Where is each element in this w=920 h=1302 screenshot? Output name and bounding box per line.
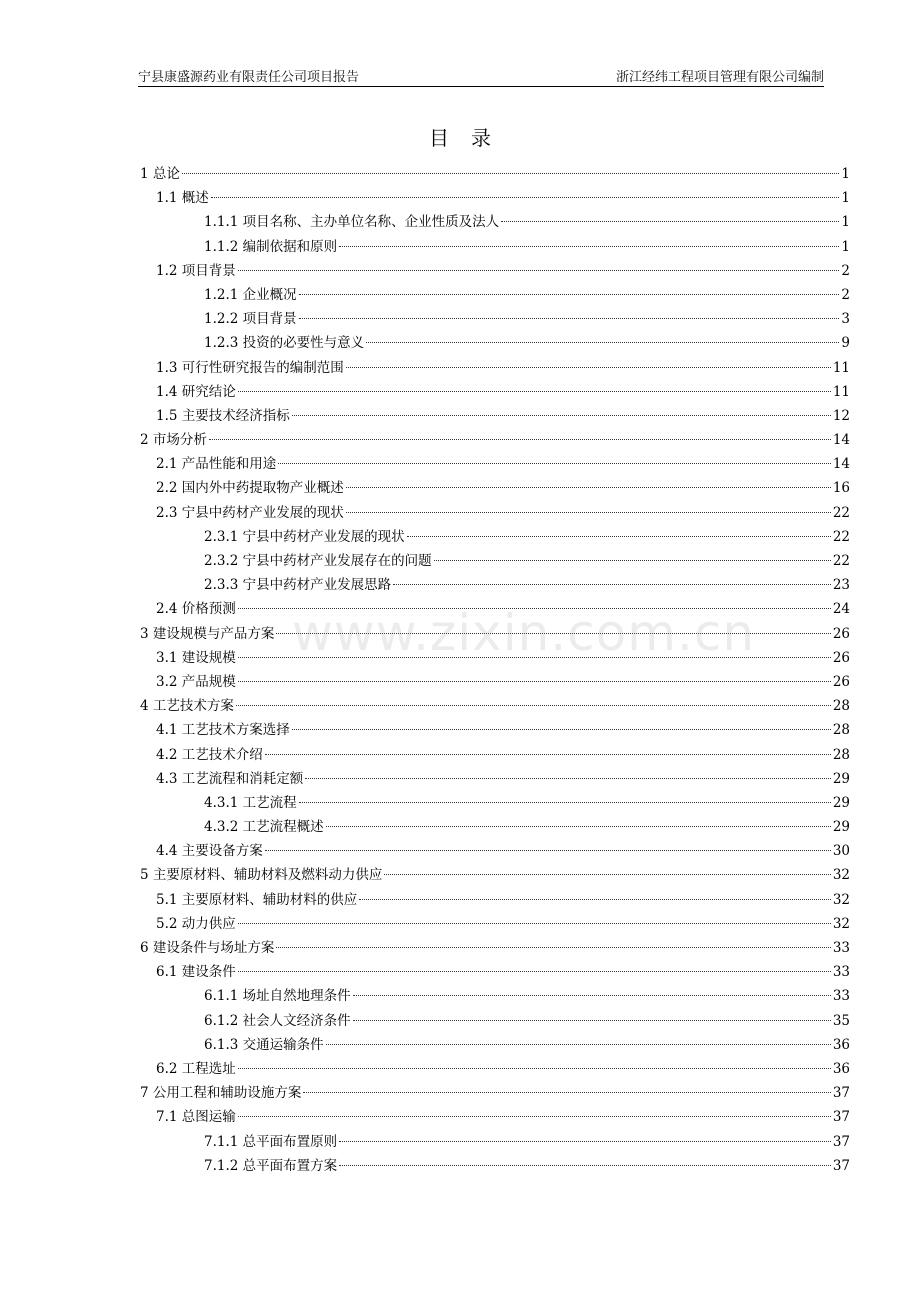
toc-entry-page-number: 28 (832, 722, 850, 739)
toc-entry[interactable] (140, 259, 850, 283)
toc-entry-label: 4.3.2 工艺流程概述 (204, 819, 324, 836)
toc-dot-leader (238, 1116, 831, 1117)
toc-entry-label: 5.1 主要原材料、辅助材料的供应 (156, 891, 358, 908)
toc-dot-leader (238, 681, 831, 682)
toc-entry[interactable] (140, 428, 850, 452)
toc-entry-label: 1.4 研究结论 (156, 383, 236, 400)
toc-entry-label: 7 公用工程和辅助设施方案 (140, 1085, 302, 1102)
header-left-text: 宁县康盛源药业有限责任公司项目报告 (138, 70, 360, 85)
toc-dot-leader (303, 1092, 830, 1093)
toc-entry[interactable] (140, 162, 850, 186)
toc-entry-page-number: 28 (832, 746, 850, 763)
toc-entry[interactable] (140, 1105, 850, 1129)
toc-dot-leader (339, 246, 839, 247)
toc-entry[interactable] (140, 791, 850, 815)
toc-dot-leader (238, 608, 831, 609)
toc-entry-page-number: 23 (832, 577, 850, 594)
toc-entry-page-number: 29 (832, 794, 850, 811)
toc-entry-label: 6.1.2 社会人文经济条件 (204, 1012, 351, 1029)
toc-entry-page-number: 36 (832, 1060, 850, 1077)
toc-entry-page-number: 22 (832, 528, 850, 545)
toc-dot-leader (211, 197, 840, 198)
toc-entry[interactable] (140, 380, 850, 404)
toc-entry[interactable] (140, 525, 850, 549)
toc-entry-page-number: 9 (841, 335, 850, 352)
toc-entry-page-number: 2 (841, 262, 850, 279)
toc-dot-leader (299, 318, 840, 319)
toc-entry[interactable] (140, 452, 850, 476)
toc-dot-leader (299, 802, 831, 803)
toc-entry[interactable] (140, 1130, 850, 1154)
toc-entry-label: 2.2 国内外中药提取物产业概述 (156, 480, 344, 497)
toc-entry[interactable] (140, 210, 850, 234)
toc-entry-page-number: 14 (832, 456, 850, 473)
toc-entry[interactable] (140, 1154, 850, 1178)
toc-entry[interactable] (140, 767, 850, 791)
toc-entry-label: 1.1.1 项目名称、主办单位名称、企业性质及法人 (204, 214, 500, 231)
toc-entry-page-number: 22 (832, 504, 850, 521)
toc-entry[interactable] (140, 646, 850, 670)
toc-entry-page-number: 33 (832, 964, 850, 981)
toc-entry-page-number: 1 (841, 190, 850, 207)
table-of-contents (140, 162, 850, 1178)
toc-dot-leader (292, 729, 831, 730)
toc-entry-label: 4.3.1 工艺流程 (204, 794, 297, 811)
toc-entry-page-number: 2 (841, 286, 850, 303)
toc-entry[interactable] (140, 549, 850, 573)
toc-entry-label: 1.1 概述 (156, 190, 209, 207)
toc-entry-page-number: 1 (841, 166, 850, 182)
toc-entry-label: 1 总论 (140, 166, 180, 182)
toc-dot-leader (238, 923, 831, 924)
toc-entry-label: 2.3.2 宁县中药材产业发展存在的问题 (204, 553, 432, 569)
toc-entry-page-number: 16 (832, 480, 850, 497)
toc-entry-page-number: 37 (832, 1085, 850, 1102)
toc-dot-leader (299, 294, 840, 295)
toc-entry-page-number: 26 (832, 649, 850, 666)
toc-entry-label: 2.3.1 宁县中药材产业发展的现状 (204, 528, 405, 545)
toc-entry[interactable] (140, 186, 850, 210)
toc-dot-leader (276, 947, 830, 948)
toc-entry-label: 1.5 主要技术经济指标 (156, 407, 290, 424)
toc-entry-label: 3.1 建设规模 (156, 649, 236, 666)
toc-entry[interactable] (140, 404, 850, 428)
toc-dot-leader (292, 415, 831, 416)
toc-dot-leader (238, 971, 831, 972)
toc-entry-label: 2.3.3 宁县中药材产业发展思路 (204, 577, 392, 594)
toc-entry[interactable] (140, 670, 850, 694)
toc-entry[interactable] (140, 1009, 850, 1033)
toc-entry-page-number: 35 (832, 1012, 850, 1029)
toc-entry-page-number: 3 (841, 311, 850, 328)
toc-entry-label: 1.2.3 投资的必要性与意义 (204, 335, 365, 352)
toc-dot-leader (353, 995, 831, 996)
toc-dot-leader (238, 657, 831, 658)
toc-dot-leader (359, 899, 831, 900)
toc-entry-label: 2 市场分析 (140, 432, 207, 449)
toc-entry[interactable] (140, 283, 850, 307)
toc-entry-page-number: 30 (832, 843, 850, 860)
toc-entry-page-number: 24 (832, 601, 850, 618)
toc-entry-page-number: 1 (841, 238, 850, 255)
toc-dot-leader (238, 1068, 831, 1069)
toc-entry[interactable] (140, 984, 850, 1008)
toc-entry-label: 4.4 主要设备方案 (156, 843, 263, 860)
toc-entry[interactable] (140, 501, 850, 525)
toc-entry-label: 1.2.1 企业概况 (204, 286, 297, 303)
toc-entry[interactable] (140, 839, 850, 863)
toc-entry-label: 6.1.3 交通运输条件 (204, 1036, 324, 1053)
toc-entry-page-number: 37 (832, 1133, 850, 1150)
toc-entry[interactable] (140, 1033, 850, 1057)
toc-dot-leader (265, 850, 831, 851)
toc-dot-leader (278, 463, 831, 464)
toc-entry[interactable] (140, 597, 850, 621)
toc-entry-label: 4.3 工艺流程和消耗定额 (156, 770, 304, 787)
toc-entry-page-number: 32 (832, 891, 850, 908)
toc-entry[interactable] (140, 694, 850, 718)
toc-entry-page-number: 36 (832, 1036, 850, 1053)
toc-dot-leader (346, 487, 831, 488)
toc-dot-leader (305, 778, 831, 779)
toc-dot-leader (326, 826, 831, 827)
toc-entry-page-number: 28 (832, 698, 850, 715)
toc-dot-leader (236, 705, 831, 706)
toc-entry[interactable] (140, 307, 850, 331)
toc-dot-leader (346, 512, 831, 513)
toc-entry-label: 1.1.2 编制依据和原则 (204, 238, 338, 255)
toc-entry-label: 2.4 价格预测 (156, 601, 236, 618)
toc-entry-page-number: 32 (832, 915, 850, 932)
toc-entry-label: 4.2 工艺技术介绍 (156, 746, 263, 763)
toc-entry[interactable] (140, 743, 850, 767)
toc-entry-label: 2.1 产品性能和用途 (156, 456, 277, 473)
toc-dot-leader (238, 270, 840, 271)
header-right-text: 浙江经纬工程项目管理有限公司编制 (615, 70, 824, 85)
toc-entry[interactable] (140, 1081, 850, 1105)
toc-entry-label: 6.1.1 场址自然地理条件 (204, 988, 351, 1005)
toc-entry-page-number: 12 (832, 407, 850, 424)
toc-entry-page-number: 11 (832, 359, 850, 376)
toc-entry-label: 5.2 动力供应 (156, 915, 236, 932)
toc-entry-page-number: 37 (832, 1157, 850, 1174)
toc-entry-page-number: 11 (832, 383, 850, 400)
watermark: www.zixin.com.cn (292, 604, 756, 662)
toc-dot-leader (209, 439, 831, 440)
toc-entry[interactable] (140, 476, 850, 500)
toc-dot-leader (265, 754, 831, 755)
page-header (138, 60, 824, 87)
toc-entry-page-number: 33 (832, 940, 850, 956)
toc-entry-page-number: 14 (832, 432, 850, 449)
toc-entry-label: 1.3 可行性研究报告的编制范围 (156, 359, 344, 376)
toc-entry[interactable] (140, 622, 850, 646)
toc-entry-page-number: 26 (832, 625, 850, 642)
toc-entry[interactable] (140, 235, 850, 259)
toc-entry-label: 5 主要原材料、辅助材料及燃料动力供应 (140, 867, 383, 884)
toc-entry[interactable] (140, 960, 850, 984)
toc-entry[interactable] (140, 356, 850, 380)
toc-entry-label: 2.3 宁县中药材产业发展的现状 (156, 504, 344, 521)
toc-dot-leader (339, 1141, 831, 1142)
toc-entry-label: 7.1 总图运输 (156, 1109, 236, 1126)
toc-entry[interactable] (140, 331, 850, 355)
toc-dot-leader (407, 536, 831, 537)
toc-entry-label: 1.2.2 项目背景 (204, 311, 297, 328)
toc-entry-page-number: 33 (832, 988, 850, 1005)
toc-entry-page-number: 29 (832, 770, 850, 787)
toc-entry-page-number: 26 (832, 673, 850, 690)
toc-entry-page-number: 1 (841, 214, 850, 231)
toc-entry-page-number: 32 (832, 867, 850, 884)
toc-entry-label: 6.1 建设条件 (156, 964, 236, 981)
toc-dot-leader (238, 391, 831, 392)
toc-entry[interactable] (140, 912, 850, 936)
toc-entry-label: 7.1.2 总平面布置方案 (204, 1157, 338, 1174)
toc-entry-page-number: 29 (832, 819, 850, 836)
toc-entry[interactable] (140, 936, 850, 960)
toc-dot-leader (339, 1165, 831, 1166)
toc-dot-leader (326, 1044, 831, 1045)
toc-entry-label: 3.2 产品规模 (156, 673, 236, 690)
toc-dot-leader (366, 342, 839, 343)
toc-entry-label: 3 建设规模与产品方案 (140, 625, 275, 642)
toc-dot-leader (276, 633, 830, 634)
toc-entry-page-number: 22 (832, 553, 850, 569)
toc-dot-leader (346, 367, 831, 368)
toc-entry-label: 4.1 工艺技术方案选择 (156, 722, 290, 739)
toc-title: 目录 (429, 126, 513, 150)
toc-entry-label: 4 工艺技术方案 (140, 698, 234, 715)
toc-dot-leader (182, 173, 840, 174)
toc-entry-label: 1.2 项目背景 (156, 262, 236, 279)
toc-entry[interactable] (140, 888, 850, 912)
toc-dot-leader (393, 584, 831, 585)
toc-entry[interactable] (140, 815, 850, 839)
toc-entry[interactable] (140, 573, 850, 597)
toc-dot-leader (384, 874, 830, 875)
toc-entry-label: 6 建设条件与场址方案 (140, 940, 275, 956)
toc-entry-label: 7.1.1 总平面布置原则 (204, 1133, 338, 1150)
toc-entry-page-number: 37 (832, 1109, 850, 1126)
toc-entry[interactable] (140, 863, 850, 887)
toc-entry[interactable] (140, 1057, 850, 1081)
toc-entry-label: 6.2 工程选址 (156, 1060, 236, 1077)
toc-dot-leader (434, 560, 831, 561)
toc-dot-leader (501, 221, 839, 222)
toc-dot-leader (353, 1020, 831, 1021)
toc-entry[interactable] (140, 718, 850, 742)
